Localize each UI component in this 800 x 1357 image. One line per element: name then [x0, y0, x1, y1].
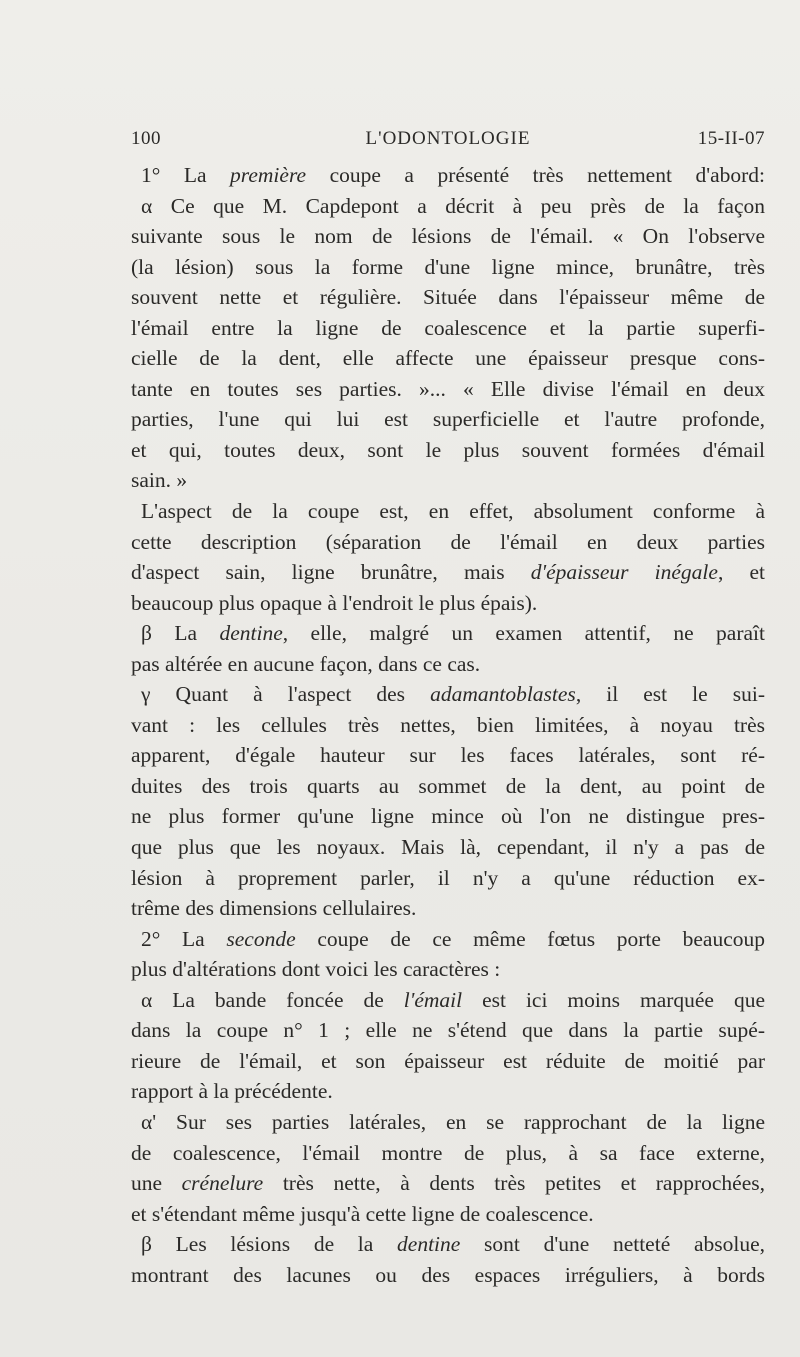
text-segment: lésion à proprement parler, il n'y a qu'une réduction ex- [131, 865, 765, 890]
text-segment: , il est le sui- [575, 682, 765, 707]
text-line [131, 465, 765, 496]
text-line [131, 1229, 765, 1260]
text-line [131, 557, 765, 588]
text-segment: coupe a présenté très nettement d'abord: [306, 163, 765, 187]
text-segment: rapport à la précédente. [131, 1079, 333, 1104]
text-line [131, 679, 765, 710]
text-segment: sain. » [131, 468, 188, 493]
text-segment: coupe de ce même fœtus porte beaucoup [295, 926, 765, 951]
text-segment: pas altérée en aucune façon, dans ce cas. [131, 651, 481, 676]
text-line [131, 374, 765, 405]
text-segment: γ Quant à l'aspect des [141, 682, 431, 707]
text-segment: cette description (séparation de l'émail en deux parties [131, 529, 765, 554]
italic-term: dentine [397, 1232, 461, 1257]
text-line [131, 252, 765, 283]
text-line [131, 1199, 765, 1230]
text-line [131, 527, 765, 558]
text-segment: apparent, d'égale hauteur sur les faces latérales, sont ré- [131, 743, 765, 768]
text-segment: , et [717, 560, 765, 585]
text-line [131, 343, 765, 374]
text-segment: suivante sous le nom de lésions de l'émail. « On l'observe [131, 224, 765, 249]
text-segment: l'émail entre la ligne de coalescence et la partie superfi- [131, 315, 765, 340]
text-segment: β La [141, 621, 220, 646]
text-segment: une [131, 1171, 182, 1196]
text-segment: , elle, malgré un examen attentif, ne paraît [282, 621, 765, 646]
text-line [131, 282, 765, 313]
text-segment: α La bande foncée de [141, 987, 404, 1012]
text-line [131, 771, 765, 802]
text-line [131, 893, 765, 924]
text-segment: ne plus former qu'une ligne mince où l'on ne distingue pres- [131, 804, 765, 829]
text-line [131, 1260, 765, 1291]
text-segment: et qui, toutes deux, sont le plus souvent formées d'émail [131, 437, 765, 462]
text-segment: α Ce que M. Capdepont a décrit à peu près de la façon [141, 193, 765, 218]
body-text [131, 160, 765, 1290]
text-line [131, 1107, 765, 1138]
text-segment: L'aspect de la coupe est, en effet, absolument conforme à [141, 499, 765, 524]
text-line [131, 1046, 765, 1077]
text-line [131, 985, 765, 1016]
text-segment: 2° La [141, 926, 227, 951]
text-line [131, 221, 765, 252]
text-segment: α' Sur ses parties latérales, en se rapprochant de la ligne [141, 1109, 765, 1134]
text-segment: plus d'altérations dont voici les caractères : [131, 957, 501, 982]
text-segment: et s'étendant même jusqu'à cette ligne de coalescence. [131, 1201, 594, 1226]
running-header [131, 128, 765, 152]
text-segment: souvent nette et régulière. Située dans l'épaisseur même de [131, 285, 765, 310]
text-segment: beaucoup plus opaque à l'endroit le plus épais). [131, 590, 538, 615]
text-line [131, 1076, 765, 1107]
text-segment: β Les lésions de la [141, 1232, 398, 1257]
issue-date: 15-II-07 [697, 128, 765, 149]
text-segment: duites des trois quarts au sommet de la dent, au point de [131, 773, 765, 798]
text-segment: très nette, à dents très petites et rapprochées, [263, 1171, 765, 1196]
text-segment: montrant des lacunes ou des espaces irréguliers, à bords [131, 1262, 765, 1287]
text-line [131, 496, 765, 527]
text-line [131, 313, 765, 344]
text-line [131, 801, 765, 832]
text-segment: dans la coupe n° 1 ; elle ne s'étend que dans la partie supé- [131, 1018, 765, 1043]
text-segment: trême des dimensions cellulaires. [131, 896, 417, 921]
italic-term: adamantoblastes [430, 682, 576, 707]
text-line [131, 863, 765, 894]
text-line [131, 649, 765, 680]
text-line [131, 740, 765, 771]
text-segment: est ici moins marquée que [462, 987, 765, 1012]
text-segment: 1° La [141, 163, 231, 187]
text-line [131, 435, 765, 466]
text-line [131, 1138, 765, 1169]
text-segment: (la lésion) sous la forme d'une ligne mince, brunâtre, très [131, 254, 765, 279]
text-segment: cielle de la dent, elle affecte une épaisseur presque cons- [131, 346, 765, 371]
text-line [131, 160, 765, 191]
text-segment: vant : les cellules très nettes, bien limitées, à noyau très [131, 712, 765, 737]
text-line [131, 404, 765, 435]
text-segment: de coalescence, l'émail montre de plus, à sa face externe, [131, 1140, 765, 1165]
text-segment: sont d'une netteté absolue, [460, 1232, 765, 1257]
italic-term: crénelure [181, 1171, 264, 1196]
text-segment: tante en toutes ses parties. »... « Elle divise l'émail en deux [131, 376, 765, 401]
running-title: L'ODONTOLOGIE [365, 128, 531, 149]
italic-term: l'émail [403, 987, 463, 1012]
text-segment: parties, l'une qui lui est superficielle et l'autre profonde, [131, 407, 765, 432]
text-segment: que plus que les noyaux. Mais là, cependant, il n'y a pas de [131, 835, 765, 860]
text-line [131, 1015, 765, 1046]
text-line [131, 954, 765, 985]
italic-term: dentine [219, 621, 283, 646]
text-line [131, 832, 765, 863]
italic-term: première [230, 163, 307, 187]
italic-term: d'épaisseur inégale [530, 560, 718, 585]
text-line [131, 924, 765, 955]
text-segment: rieure de l'émail, et son épaisseur est réduite de moitié par [131, 1048, 765, 1073]
page-number: 100 [131, 128, 161, 149]
text-line [131, 618, 765, 649]
text-line [131, 588, 765, 619]
text-line [131, 1168, 765, 1199]
text-segment: d'aspect sain, ligne brunâtre, mais [131, 560, 531, 585]
text-line [131, 191, 765, 222]
text-line [131, 710, 765, 741]
italic-term: seconde [226, 926, 296, 951]
